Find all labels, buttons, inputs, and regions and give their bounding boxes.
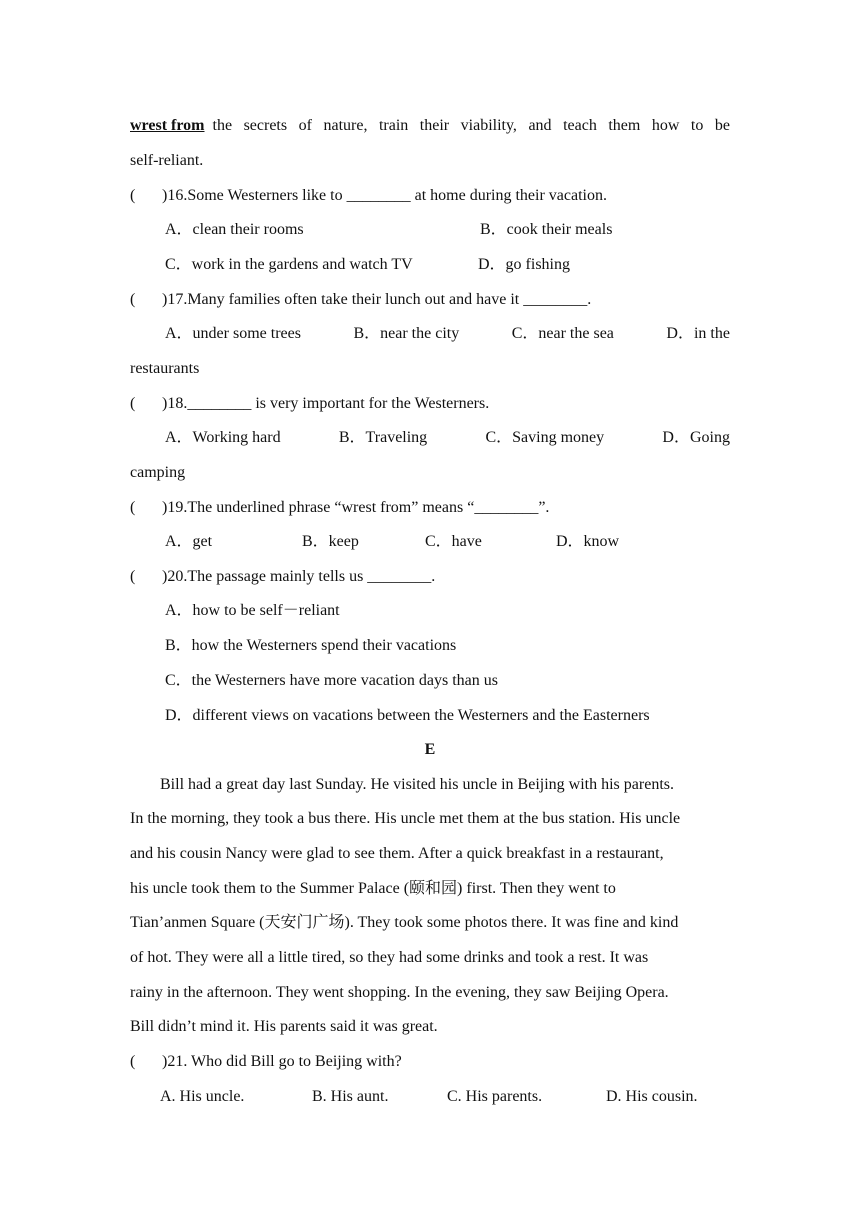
- q21-option-b: B. His aunt.: [312, 1088, 389, 1105]
- q17-option-a: A．under some trees: [165, 325, 301, 342]
- q18-option-d: D．Going: [662, 429, 730, 446]
- q19-option-b: B．keep: [302, 533, 359, 550]
- q18-options: [165, 428, 730, 448]
- question-17: ( )17.Many families often take their lunch out and have it ________.: [130, 291, 592, 308]
- q19-option-c: C．have: [425, 533, 482, 550]
- q20-option-d: D．different views on vacations between the Westerners and the Easterners: [165, 707, 650, 724]
- q18-option-d-wrap: camping: [130, 464, 186, 481]
- question-16: ( )16.Some Westerners like to ________ at home during their vacation.: [130, 187, 607, 204]
- passage-line-6: of hot. They were all a little tired, so they had some drinks and took a rest. It was: [130, 949, 649, 966]
- passage-line-2: In the morning, they took a bus there. His uncle met them at the bus station. His uncle: [130, 810, 681, 827]
- q17-option-d: D．in the: [666, 325, 730, 342]
- q16-option-c: C．work in the gardens and watch TV: [165, 256, 413, 273]
- question-stem: )20.The passage mainly tells us ________.: [162, 568, 436, 585]
- q18-option-a: A．Working hard: [165, 429, 281, 446]
- q19-option-a: A．get: [165, 533, 213, 550]
- q16-option-d: D．go fishing: [478, 256, 571, 273]
- q18-option-c: C．Saving money: [485, 429, 605, 446]
- question-19: ( )19.The underlined phrase “wrest from” means “________”.: [130, 499, 550, 516]
- q17-option-c: C．near the sea: [511, 325, 614, 342]
- intro-line-1: [130, 116, 730, 136]
- question-stem: )18.________ is very important for the Westerners.: [162, 395, 490, 412]
- section-heading: E: [424, 741, 436, 758]
- q21-option-a: A. His uncle.: [160, 1088, 245, 1105]
- q16-option-a: A．clean their rooms: [165, 221, 304, 238]
- q21-option-c: C. His parents.: [447, 1088, 543, 1105]
- q19-option-d: D．know: [556, 533, 620, 550]
- question-stem: )16.Some Westerners like to ________ at home during their vacation.: [162, 187, 607, 204]
- question-stem: )21. Who did Bill go to Beijing with?: [162, 1053, 402, 1070]
- passage-line-1: Bill had a great day last Sunday. He visited his uncle in Beijing with his parents.: [160, 776, 674, 793]
- q16-option-b: B．cook their meals: [480, 221, 613, 238]
- q20-option-a: A．how to be self－reliant: [165, 602, 340, 619]
- passage-line-8: Bill didn’t mind it. His parents said it was great.: [130, 1018, 438, 1035]
- intro-text: the secrets of nature, train their viability, and teach them how to be: [212, 117, 730, 134]
- q17-option-d-wrap: restaurants: [130, 360, 200, 377]
- q18-option-b: B．Traveling: [338, 429, 428, 446]
- q20-option-c: C．the Westerners have more vacation days than us: [165, 672, 498, 689]
- underlined-phrase: wrest from: [130, 117, 205, 134]
- q21-option-d: D. His cousin.: [606, 1088, 698, 1105]
- question-21: ( )21. Who did Bill go to Beijing with?: [130, 1053, 402, 1070]
- intro-line-2: self-reliant.: [130, 152, 204, 169]
- passage-line-5: Tian’anmen Square (天安门广场). They took some photos there. It was fine and kind: [130, 914, 679, 931]
- question-20: ( )20.The passage mainly tells us ________.: [130, 568, 436, 585]
- passage-line-7: rainy in the afternoon. They went shopping. In the evening, they saw Beijing Opera.: [130, 984, 669, 1001]
- passage-line-4: his uncle took them to the Summer Palace (颐和园) first. Then they went to: [130, 880, 616, 897]
- q17-options: [165, 324, 730, 344]
- question-stem: )19.The underlined phrase “wrest from” means “________”.: [162, 499, 550, 516]
- question-18: ( )18.________ is very important for the Westerners.: [130, 395, 490, 412]
- question-stem: )17.Many families often take their lunch out and have it ________.: [162, 291, 592, 308]
- q20-option-b: B．how the Westerners spend their vacations: [165, 637, 457, 654]
- passage-line-3: and his cousin Nancy were glad to see them. After a quick breakfast in a restaurant,: [130, 845, 664, 862]
- q17-option-b: B．near the city: [353, 325, 460, 342]
